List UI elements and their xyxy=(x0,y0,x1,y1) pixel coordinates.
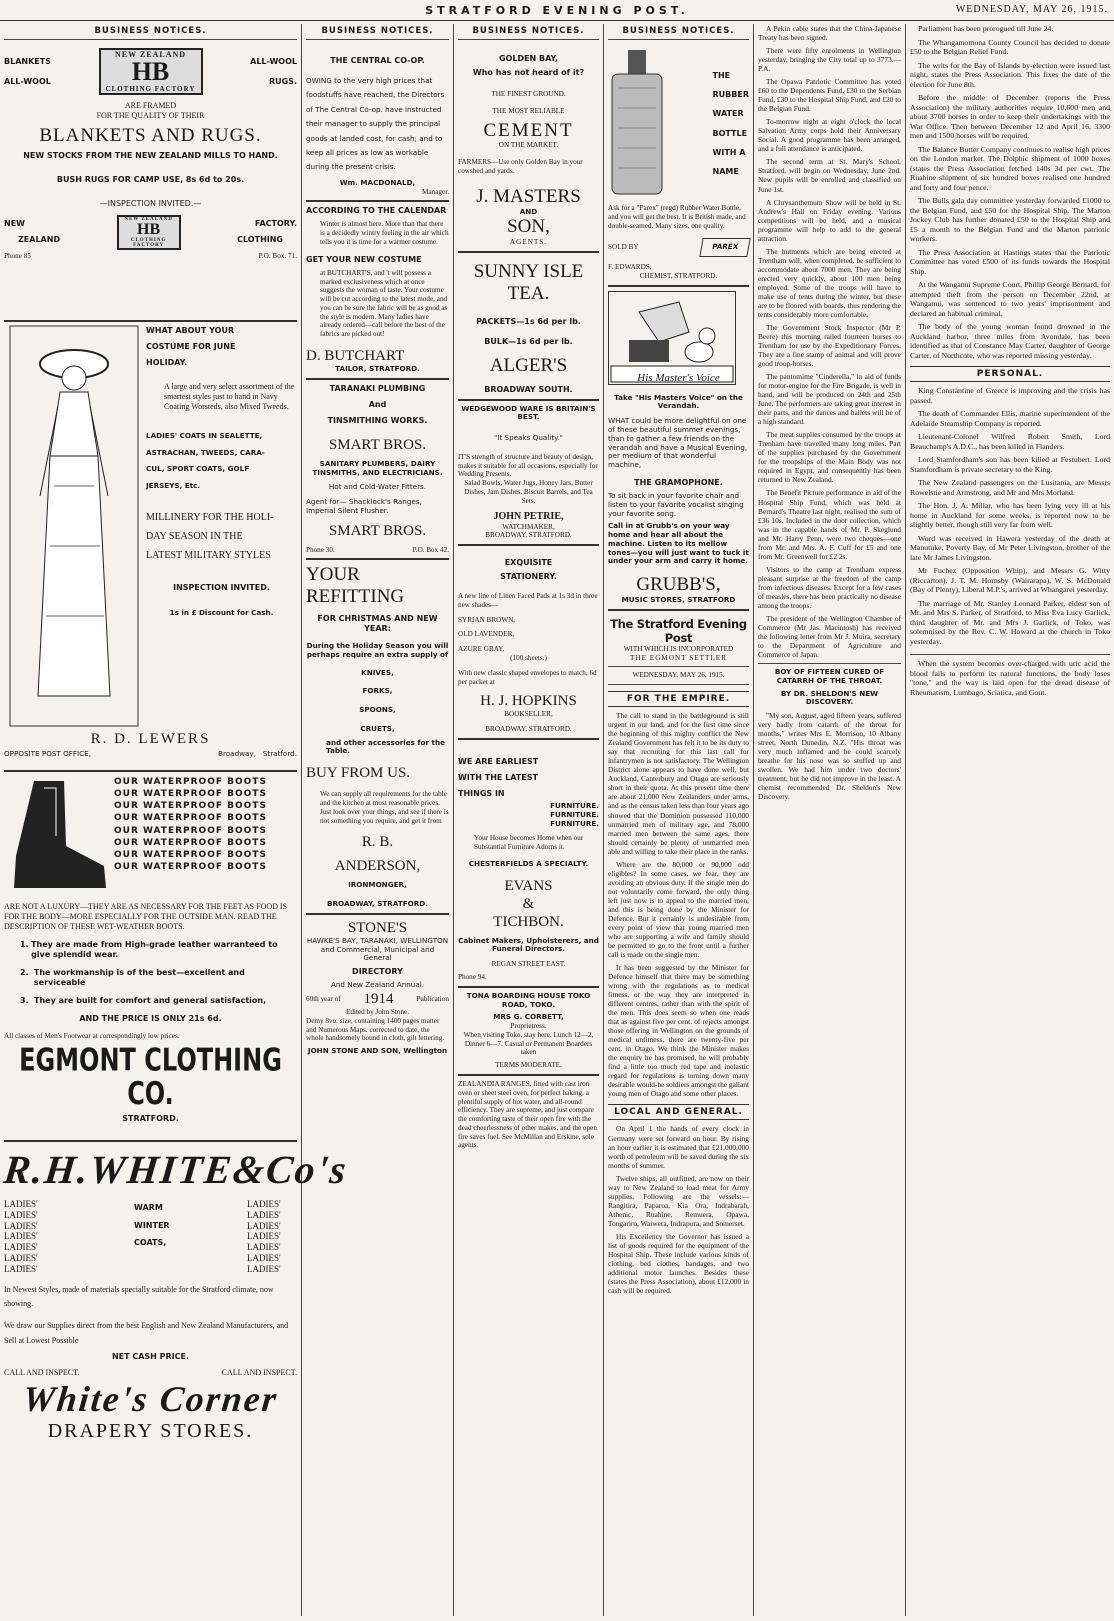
evans-advert xyxy=(458,740,599,988)
egmont-town: STRATFORD. xyxy=(122,1113,179,1123)
demy: Demy 8vo. size, containing 1400 pages matter and Numerous Maps. corrected to date, the whole handsomely bound in cloth, gilt lettering. xyxy=(306,1016,445,1043)
rb: R. B. xyxy=(361,834,394,851)
boot-icon xyxy=(4,776,114,896)
parex-water: WATER xyxy=(712,109,744,119)
knives: KNIVES, xyxy=(361,667,394,677)
hb-logo-small-top: NEW ZEALAND xyxy=(124,216,173,222)
boots-line-5: OUR WATERPROOF BOOTS xyxy=(114,825,267,836)
grubbs-music: MUSIC STORES, STRATFORD xyxy=(621,595,736,605)
hb-factory: FACTORY. xyxy=(254,219,297,229)
personal-p11: The death of Commander Ellis, marine superintendent of the Adelaide Steamship Company is reported. xyxy=(910,409,1110,428)
reliable: THE MOST RELIABLE xyxy=(492,106,565,115)
masters-advert xyxy=(458,44,599,253)
ladies-5: LADIES' xyxy=(4,1242,38,1253)
news5-p12: Visitors to the camp at Trentham express pleasant surprise at the freedom of the camp from infectious diseases. Except for a few cases of measles, there has been practically no disease among the troops. xyxy=(758,564,901,610)
news5-p13: The president of the Wellington Chamber of Commerce (Mr Jas. Macintosh) has received the following letter from Mr J. Muira, secretary to the Department of Agriculture and Commerce of Japan. xyxy=(758,613,901,659)
personal-p16: Word was received in Hawera yesterday of the death at Manutuke, Poverty Bay, of Mr Peter Livingston, brother of the late Mr James Livingston. xyxy=(910,533,1110,562)
hmv-take: Take "His Masters Voice" on the Verandah. xyxy=(614,392,743,411)
taranaki3: TINSMITHING WORKS. xyxy=(327,415,428,425)
empire-article xyxy=(608,711,749,1098)
boots-line-2: OUR WATERPROOF BOOTS xyxy=(114,789,267,800)
cruets: CRUETS, xyxy=(360,723,395,733)
speaks: "It Speaks Quality." xyxy=(494,433,563,443)
exquisite: EXQUISITE xyxy=(504,558,553,568)
cal-title: ACCORDING TO THE CALENDAR xyxy=(306,206,447,216)
terms: TERMS MODERATE. xyxy=(495,1061,562,1070)
parex-sold: SOLD BY xyxy=(608,243,639,252)
bookseller: BOOKSELLER, xyxy=(504,710,553,719)
nz-annual: And New Zealand Annual. xyxy=(330,980,425,990)
hb-quality: FOR THE QUALITY OF THEIR xyxy=(96,111,205,120)
issue-date: WEDNESDAY, MAY 26, 1915. xyxy=(955,4,1108,15)
visiting: When visiting Toko, stay here. Lunch 12—2, Dinner 6—7. Casual or Permanent Boarders taken xyxy=(463,1030,594,1057)
gram-call: Call in at Grubb's on your way home and hear all about the machine. Listen to its mellow tones—you will just want to tuck it under your arm and carry it home. xyxy=(608,521,749,566)
white-call-left: CALL AND INSPECT. xyxy=(4,1368,80,1378)
boy-head: BOY OF FIFTEEN CURED OF CATARRH OF THE THROAT. xyxy=(774,667,885,685)
business-notices-header-3: BUSINESS NOTICES. xyxy=(458,24,599,40)
hb-box: P.O. Box. 71. xyxy=(258,251,297,260)
lewers-q1: WHAT ABOUT YOUR xyxy=(146,326,235,335)
new-body: at BUTCHART'S, and 't will possess a marked exclusiveness which at once suggests the woman of taste. Your costume will be cut according to the latest mode, and you can be sure the fabric will be as good as the style is modern. Many ladies have already ordered—call before the best of the fabrics are picked out! xyxy=(320,268,448,339)
egmont-name: EGMONT CLOTHING CO. xyxy=(19,1041,282,1113)
lewers-coats3: CUL, SPORT COATS, GOLF xyxy=(146,464,250,474)
butchart-advert xyxy=(306,202,449,379)
ladies-r2: LADIES' xyxy=(247,1209,281,1220)
coop-sig: Wm. MACDONALD, xyxy=(339,177,416,187)
business-notices-header-2: BUSINESS NOTICES. xyxy=(306,24,449,40)
taranaki2: And xyxy=(368,399,387,409)
news5-p10: The meat supplies consumed by the troops at Trenham have travelled many long miles. Part of the supplies purchased by the Government for the troopships of the Main Body was not required in Egypt, and consequently has been returned to New Zealand. xyxy=(758,430,901,485)
lewers-advert xyxy=(4,322,297,772)
lewers-addr1: Broadway, xyxy=(218,749,256,758)
empire-p1: The call to stand in the battleground is still urgent in our land, and for the first time since the beginning of this mighty conflict the New Zealand Government has felt it to be its duty to say that recruiting for this last call for infantrymen is not satisfactory. The Wellington District alone appears to have done well, but Auckland, Canterbury and Otago are seriously short in their quota. At this present time there are about 21,000 New Zealanders under arms, and as the census taken less than four years ago showed that the Dominion possessed 110,000 unmarried men of military age, and 78,000 married men between the same ages, there should certainly be plenty of unmarried men able and willing to take their place in the ranks. xyxy=(608,711,749,856)
hb-logo-top: NEW ZEALAND xyxy=(114,50,187,59)
earliest2: WITH THE LATEST xyxy=(458,772,538,782)
paper-with: WITH WHICH IS INCORPORATED xyxy=(623,644,734,653)
masters-son: SON, xyxy=(507,216,550,238)
local-article xyxy=(608,1124,749,1295)
new-title: GET YOUR NEW COSTUME xyxy=(306,254,422,264)
parex-bottle: BOTTLE xyxy=(712,128,748,138)
wedge-body: IT'S strength of structure and beauty of design, makes it suitable for all occasions, especially for Wedding Presents. xyxy=(458,452,598,479)
empire-head: FOR THE EMPIRE. xyxy=(608,691,749,707)
butchart-name: D. BUTCHART xyxy=(306,348,405,364)
lewers-mill3: LATEST MILITARY STYLES xyxy=(146,550,271,562)
local-p2: Twelve ships, all outfitted, are now on their way to New Zealand to load meat for Army supplies. Following are the vessels:—Rangitira, Paparoa, Kia Ora, Indrabarah, Athenic, Ruahine, Remuera, Opawa, Tongariro, Waiwera, Indrapura, and Somerset. xyxy=(608,1173,749,1228)
hb-stocks: NEW STOCKS FROM THE NEW ZEALAND MILLS TO HAND. xyxy=(23,150,278,160)
boy-body: "My son, August, aged fifteen years, suffered very badly from catarrh of the throat for months," writes Mrs E. Morrison, 10 Albany street, North Dunedin, N.Z. "His throat was very much inflamed and he could scarcely breathe for his nose was so stuffed up and swollen. We had him under two doctors' treatment, but he did not improve in the least. A chemist recommended Dr. Sheldon's New Discovery. xyxy=(758,711,901,802)
parex-witha: WITH A xyxy=(712,147,746,157)
hb-invited: —INSPECTION INVITED.— xyxy=(99,198,202,208)
news5-p3: The Opawa Patriotic Committee has voted £60 to the Dependents Fund, £30 to the Serbian Fund, £30 to the Hospital Ship Fund, and £20 to the Belgian Fund. xyxy=(758,77,901,114)
ladies-r7: LADIES' xyxy=(247,1263,281,1274)
editorial xyxy=(608,611,749,1295)
egmont-intro: ARE NOT A LUXURY—THEY ARE AS NECESSARY FOR THE FEET AS FOOD IS FOR THE BODY—MORE ESPECIALLY FOR THE OUTSIDE MAN. READ THE DESCRIPTION OF THESE WET-WEATHER BOOTS. xyxy=(4,902,288,931)
butchart-sub: TAILOR, STRATFORD. xyxy=(335,364,420,373)
white-draw: We draw our Supplies direct from the best English and New Zealand Manufacturers, and Sell at Lowest Possible xyxy=(4,1321,289,1345)
parex-ask: Ask for a "Parex" (regd) Rubber Water Bottle, and you will get the best. It is British made, and double-seamed. Many sizes, one quality. xyxy=(608,204,746,230)
lewers-coats1: LADIES' COATS IN SEALETTE, xyxy=(146,431,263,440)
column-6 xyxy=(906,24,1114,1616)
ladies-1: LADIES' xyxy=(4,1199,38,1209)
news5-p5: The second term at St. Mary's School, Stratford, will begin on Wednesday, June 2nd. New pupils will be enrolled and classified on June 1st. xyxy=(758,157,901,194)
news6-p8: At the Wanganui Supreme Court, Phillip George Bernard, for attempted theft from the person on December 22nd, at Wanganui, was sentenced to two years' imprisonment and declared an habitual criminal. xyxy=(910,280,1110,318)
hb-zealand: ZEALAND xyxy=(18,235,61,245)
boots-line-6: OUR WATERPROOF BOOTS xyxy=(114,837,267,848)
tona: TONA BOARDING HOUSE TOKO ROAD, TOKO. xyxy=(466,990,591,1009)
farmers: FARMERS—Use only Golden Bay in your cowshed and yards. xyxy=(458,158,583,175)
chesterfields: CHESTERFIELDS A SPECIALTY. xyxy=(468,858,589,868)
anderson: ANDERSON, xyxy=(334,858,421,875)
hb-logo-mid: HB xyxy=(131,57,170,86)
market: ON THE MARKET. xyxy=(498,141,559,150)
earliest1: WE ARE EARLIEST xyxy=(458,756,539,766)
egmont-point1: They are made from High-grade leather warranteed to give splendid wear. xyxy=(31,940,278,959)
evans-amp: & xyxy=(522,895,535,912)
news5-p1: A Pekin cable states that the China-Japanese Treaty has been signed. xyxy=(758,24,901,43)
news5-p6: A Chrysanthemum Show will be held in St. Andrew's Hall on Friday evening. Various competitions will be held, and a musical programme will help to add to the general attraction. xyxy=(758,197,901,243)
forks: FORKS, xyxy=(362,686,393,696)
coop-mgr: Manager. xyxy=(422,187,449,196)
zealandia-advert xyxy=(458,1076,599,1154)
lewers-opp: OPPOSITE POST OFFICE, xyxy=(4,749,92,758)
ladies-7: LADIES' xyxy=(4,1263,38,1274)
your: YOUR xyxy=(306,564,360,586)
xmas: FOR CHRISTMAS AND NEW YEAR: xyxy=(317,614,438,634)
gram-sit: To sit back in your favorite chair and listen to your favorite vocalist singing your favorite song. xyxy=(608,490,744,518)
evans: EVANS xyxy=(504,877,553,894)
lady-illustration xyxy=(10,326,138,726)
smart-name: SMART BROS. xyxy=(328,436,427,453)
hb-advert xyxy=(4,44,297,322)
boots-line-7: OUR WATERPROOF BOOTS xyxy=(114,849,267,860)
business-notices-header: BUSINESS NOTICES. xyxy=(4,24,297,40)
other: and other accessories for the Table. xyxy=(326,737,445,756)
coop-title: THE CENTRAL CO-OP. xyxy=(330,56,425,65)
personal-article xyxy=(910,386,1110,646)
lewers-addr2: Stratford. xyxy=(262,749,297,758)
hopkins-addr: BROADWAY, STRATFORD. xyxy=(485,725,572,734)
tichbon: TICHBON. xyxy=(493,913,564,930)
grubbs: GRUBB'S, xyxy=(636,574,721,596)
petrie-addr: BROADWAY, STRATFORD. xyxy=(485,531,572,540)
egmont-all: All classes of Men's Footwear at correspondingly low prices. xyxy=(4,1032,180,1040)
news5-p9: The pantomime "Cinderella," in aid of funds for motor-engine for the Fire Brigade, is well in hand, and will be produced on 24th and 25th June. The performers are taking great interest in their parts, and the dances and ballets will be of a high standard. xyxy=(758,372,901,427)
watch: WATCHMAKER, xyxy=(502,522,555,531)
ladies-6: LADIES' xyxy=(4,1252,38,1263)
egmont-point2: The workmanship is of the best—excellent and serviceable xyxy=(33,968,245,987)
smart-name-2: SMART BROS. xyxy=(328,522,427,539)
boots-line-1: OUR WATERPROOF BOOTS xyxy=(114,777,267,787)
white-newest: In Newest Styles, made of materials specially suitable for the Stratford climate, now showing. xyxy=(4,1284,274,1308)
personal-p17: Mr Fuchez (Opposition Whip), and Messrs G. Witty (Riccarton), J. T. M. Hornsby (Wairarapa), W. S. McDonald (Bay of Plenty), Liberal M.P.'s, arrived at Whangarei yesterday. xyxy=(910,566,1110,594)
furniture-1: FURNITURE. xyxy=(550,800,599,810)
column-4 xyxy=(604,24,754,1616)
white-corner: White's Corner xyxy=(20,1379,281,1420)
azure: AZURE GRAY, xyxy=(458,645,505,654)
hb-new: NEW xyxy=(4,219,25,229)
column-5 xyxy=(754,24,906,1616)
empire-p3: It has been suggested by the Minister for Defence himself that there may be something wrong with the regulations as to medical fitness, or the way they are interpreted in different centres, rather than with the spirit of the men. This does seem so when one reads that as against five per cent. of rejects amongst those offering in Wellington on the grounds of medical unfitness, there are twenty-five per cent. in Otago. We think the Minister makes the enquiry he has promised, he will probably find a little too much red tape and inelastic regard for regulations is turning down many desirable would-be soldiers amongst the gallant young men of Otago and some other places. xyxy=(608,963,750,1099)
hb-right2: RUGS. xyxy=(268,76,297,86)
hmv-what: WHAT could be more delightful on one of these beautiful summer evenings, than to gather a few friends on the verandah and have a Musical Evening, per medium of that wonderful machine, xyxy=(608,416,748,470)
hb-right1: ALL-WOOL xyxy=(250,56,297,66)
spoons: SPOONS, xyxy=(359,705,396,715)
news-column-5 xyxy=(758,24,901,659)
smart-sub: SANITARY PLUMBERS, DAIRY TINSMITHS, AND ELECTRICIANS. xyxy=(312,458,443,477)
lewers-coats2: ASTRACHAN, TWEEDS, CARA- xyxy=(146,447,265,457)
buy-body: We can supply all requirements for the table and the kitchen at most reasonable prices. Just look over your things, and see if there is not something you require, and get it from xyxy=(320,790,449,825)
envelopes: With new classic shaped envelopes to match, 6d per packet at xyxy=(458,668,597,686)
news6-p3: The writs for the Bay of Islands by-election were issued last night, states the Press Association. This fixes the date of the election for June 8th. xyxy=(910,60,1110,89)
smart-box: P.O. Box 42. xyxy=(412,545,449,554)
directory: DIRECTORY xyxy=(352,967,403,977)
news-column-6 xyxy=(910,24,1110,360)
hb-logo-small xyxy=(117,215,181,250)
boy-sub: BY DR. SHELDON'S NEW DISCOVERY. xyxy=(780,688,879,707)
ladies-r1: LADIES' xyxy=(247,1199,281,1209)
prop: Proprietress. xyxy=(510,1022,547,1031)
local-p1: On April 1 the hands of every clock in Germany were set forward on hour. By rising an hour earlier it is estimated that £21,000,000 worth of petroleum will be saved during the six months of summer. xyxy=(608,1124,749,1170)
paper-settler: THE EGMONT SETTLER xyxy=(630,653,727,662)
smart-advert xyxy=(306,380,449,561)
sunny-isle: SUNNY ISLE TEA. xyxy=(473,261,584,304)
coop-body: OWING to the very high prices that foodstuffs have reached, the Directors of The Central Co-op. have instructed their manager to supply the principal goods at landed cost, for cash; and to keep all prices as low as workable during the present crisis. xyxy=(306,76,445,172)
parex-advert xyxy=(608,44,749,287)
personal-p18: The marriage of Mr. Stanley Leonard Parker, eldest son of Mr. and Mrs S. Parker, of Stratford, to Miss Eva Lucy Garlick, third daughter of Mr. and Mrs J. Garlick, of Toko, was solemnised by the Rev. C. W. Howard at the church in Toko yesterday. xyxy=(910,598,1110,646)
empire-p2: Where are the 80,000 or 90,000 odd eligibles? In some cases, we fear, they are avoiding an obvious duty. If the single men do not voluntarily come forward, the only thing left just now is to appeal to the married men, and this is being done by the Minister for Defence. But it certainly is undesirable from every point of view that young married men who are supporting a wife and family should be permitted to go to the front until a further call is made on the single men. xyxy=(608,859,749,959)
hb-clothing: CLOTHING xyxy=(237,235,283,245)
ladies-2: LADIES' xyxy=(4,1209,38,1220)
masters-agents: AGENTS. xyxy=(509,238,548,247)
petrie-advert xyxy=(458,401,599,547)
furniture-2: FURNITURE. xyxy=(550,809,599,819)
egmont-advert: OUR WATERPROOF BOOTS OUR WATERPROOF BOOTS OUR WATERPROOF BOOTS OUR WATERPROOF BOOTS OUR WATERPROOF BOOTS OUR WATERPROOF BOOTS OUR WATERPROOF BOOTS OUR WATERPROOF BOOTS ARE NOT A LUXURY—THEY ARE AS NECESSARY FOR THE FEET AS FOOD IS FOR THE BODY—MORE ESPECIALLY FOR THE OUTSIDE MAN. READ THE DESCRIPTION OF THESE WET-WEATHER BOOTS. 1. They are made from High-grade leather warranteed to give splendid wear. 2. The workmanship is of the best—excellent and serviceable 3. They are built for comfort and general satisfaction, AND THE PRICE IS ONLY 21s 6d. All classes of Men's Footwear at correspondingly low prices. EGMONT CLOTHING CO. STRATFORD. xyxy=(4,772,297,1142)
news6-p5: The Balance Butter Company continues to realise high prices on the London market. The Dolphic shipment of 1000 boxes (states the Press Association fetched 140s 3d per cwt. The Ruahine shipment of six hundred boxes realised one hundred and forty and four pence. xyxy=(910,144,1110,192)
lewers-discount: 1s in £ Discount for Cash. xyxy=(169,608,274,618)
white-drapery: DRAPERY STORES. xyxy=(47,1420,254,1443)
boots-line-8: OUR WATERPROOF BOOTS xyxy=(114,861,267,872)
grubbs-advert xyxy=(608,287,749,611)
parex-rubber: RUBBER xyxy=(712,90,749,100)
ladies-3: LADIES' xyxy=(4,1220,38,1231)
hb-phone: Phone 85 xyxy=(4,251,31,260)
anderson-broadway: BROADWAY, STRATFORD. xyxy=(327,899,428,909)
coop-advert xyxy=(306,44,449,202)
lewers-mill2: DAY SEASON IN THE xyxy=(146,531,243,543)
pub: Publication xyxy=(416,994,449,1003)
furniture-3: FURNITURE. xyxy=(550,818,599,828)
earliest3: THINGS IN xyxy=(458,788,505,798)
smart-agent: Agent for— Shacklock's Ranges, Imperial Silent Flusher. xyxy=(306,497,422,515)
smart-hot: Hot and Cold-Water Fitters. xyxy=(328,482,427,492)
year: 60th year of xyxy=(306,994,341,1003)
edited: Edited by John Stone. xyxy=(345,1007,410,1016)
white-winter: WINTER xyxy=(134,1220,170,1230)
personal-head: PERSONAL. xyxy=(910,366,1110,382)
home: Your House becomes Home when our Substantial Furniture Adorns it. xyxy=(474,834,584,852)
anderson-advert xyxy=(306,560,449,914)
parex-the: THE xyxy=(712,71,731,80)
bulk: BULK—1s 6d per lb. xyxy=(484,336,573,346)
wedge-items: Salad Bowls, Water Jugs, Honey Jars, Butter Dishes, Jam Dishes, Biscuit Barrels, and Tea Sets, xyxy=(464,479,593,505)
lewers-q3: HOLIDAY. xyxy=(146,358,188,367)
egmont-price: AND THE PRICE IS ONLY 21s 6d. xyxy=(79,1014,222,1023)
chemist: CHEMIST, STRATFORD. xyxy=(639,271,718,280)
personal-p13: Lord Stamfordham's son has been killed at Festubert. Lord Stamfordham is private secretary to the King. xyxy=(910,455,1110,474)
masters-and: AND xyxy=(519,206,538,216)
cement: CEMENT xyxy=(483,119,574,141)
masters: J. MASTERS xyxy=(476,185,581,207)
lewers-invited: INSPECTION INVITED. xyxy=(173,583,270,593)
boots-line-4: OUR WATERPROOF BOOTS xyxy=(114,813,267,824)
lewers-body: A large and very select assortment of the smartest styles just to hand in Navy Coating Worsteds, also Mixed Tweeds. xyxy=(164,382,295,411)
lewers-name: R. D. LEWERS xyxy=(90,731,211,747)
parex-logo: PAREX xyxy=(699,238,750,257)
white-warm: WARM xyxy=(134,1203,163,1212)
news6-p9: The body of the young woman found drowned in the Auckland harbor, three miles from Avondale, has been identified as that of Constance May Carter, daughter of George Carter, of Northcote, who was reported missing yesterday. xyxy=(910,322,1110,360)
hb-framed: ARE FRAMED xyxy=(124,101,177,110)
stones: STONE'S xyxy=(347,919,408,936)
buy: BUY FROM US. xyxy=(306,765,411,782)
lewers-mill1: MILLINERY FOR THE HOLI- xyxy=(146,512,274,524)
evans-phone: Phone 94. xyxy=(458,972,487,981)
refitting: REFITTING xyxy=(306,586,405,608)
edwards: F. EDWARDS, xyxy=(608,263,652,272)
business-notices-header-4: BUSINESS NOTICES. xyxy=(608,24,749,40)
personal-p12: Lieutenant-Colonel Wilfred Robert Smith, Lord Beauchamp's A.D.C., has been killed in Flanders. xyxy=(910,432,1110,451)
parex-name: NAME xyxy=(712,166,739,176)
news6-p2: The Whangamomona County Council has decided to donate £50 to the Belgian Relief Fund. xyxy=(910,37,1110,56)
column-2 xyxy=(302,24,454,1616)
lewers-q2: COSTUME FOR JUNE xyxy=(146,342,236,351)
news5-p4: To-morrow night at eight o'clock the local Salvation Army corps hold their Anniversary Social. A good programme has been arranged, and a full attendance is anticipated. xyxy=(758,117,901,154)
hb-left2: ALL-WOOL xyxy=(4,76,51,86)
stationery: STATIONERY. xyxy=(500,572,557,582)
regan: REGAN STREET EAST. xyxy=(491,960,566,969)
white-logo: R.H.WHITE&Co's xyxy=(1,1147,350,1192)
news5-p2: There were fifty enrolments in Wellington yesterday, bringing the City total up to 3773.—P.A. xyxy=(758,46,901,74)
white-advert xyxy=(1,1142,350,1447)
ladies-r3: LADIES' xyxy=(247,1220,281,1231)
personal-p14: The New Zealand passengers on the Lusitania, are Messrs Rowelstie and Armstrong, and Mr and Mrs Morland. xyxy=(910,478,1110,497)
holiday: During the Holiday Season you will perhaps require an extra supply of xyxy=(306,641,449,659)
local-head: LOCAL AND GENERAL. xyxy=(608,1104,749,1120)
packets: PACKETS—1s 6d per lb. xyxy=(476,316,581,326)
alger-advert xyxy=(458,253,599,401)
egmont-point3: They are built for comfort and general satisfaction, xyxy=(34,996,267,1005)
stone-advert xyxy=(306,915,449,1060)
paper-title: The Stratford Evening Post xyxy=(610,616,747,645)
cabinet: Cabinet Makers, Upholsterers, and Funeral Directors. xyxy=(458,935,599,954)
zealandia: ZEALANDIA RANGES, fitted with cast iron oven or sheet steel oven, for perfect baking, a plentiful supply of hot water, and all-round efficiency. They are supreme, and just compare the comforting taste of their open fire with the dead cheerlessness of other makes, and the open fire saves fuel. See McMillan and Erskine, sole agents. xyxy=(458,1080,597,1150)
lavender: OLD LAVENDER, xyxy=(458,630,515,639)
news5-p11: The Benefit Picture performance in aid of the Hospital Ship Fund, which was held at Bernard's Theatre last night, realised the sum of £36 10s. Included in the door collection, which was in the capable hands of Mr. P. Skeglund and Mr. Harry Penn, were two cheques—one from Mr. and Mrs. A. F. Cuff for £5 and one from Mr. Greenwell for £2 2s. xyxy=(758,488,901,561)
hb-logo-bot: CLOTHING FACTORY xyxy=(105,85,196,93)
gramophone-dog-illustration xyxy=(608,291,736,385)
wedgewood: WEDGEWOOD WARE IS BRITAIN'S BEST. xyxy=(461,403,596,422)
newspaper-title: STRATFORD EVENING POST. xyxy=(425,4,689,17)
boots-line-3: OUR WATERPROOF BOOTS xyxy=(114,801,267,812)
local-p3: His Excellency the Governor has issued a list of goods required for the equipment of the Hospital Ship. These include various kinds of clothing, bed clothes, bandages, and two additional motor launches. Besides these (states the Press Association), about £12,000 in cash will be required. xyxy=(608,1231,749,1295)
personal-p15: The Hon. J. A. Millar, who has been lying very ill at his home in Auckland for some weeks, is reported now to be slightly better, though still very far from well. xyxy=(910,501,1110,529)
hb-logo-small-mid: HB xyxy=(137,220,161,238)
linen: A new line of Linen Faced Pads at 1s 3d in three new shades— xyxy=(458,592,598,609)
iron: IRONMONGER, xyxy=(348,880,407,890)
gramophone: THE GRAMOPHONE. xyxy=(634,477,723,487)
hopkins-advert xyxy=(458,546,599,740)
sheets: (100 sheets.) xyxy=(510,654,547,663)
ladies-r4: LADIES' xyxy=(247,1231,281,1242)
rheumatism-p19: When the system becomes over-charged with uric acid the blood fails to perform its natural functions, the body loses "tone," and the way is laid open for the dread disease of Rheumatism, Lumbago, Sciatica, and Gout. xyxy=(910,659,1110,697)
hawkes: HAWKE'S BAY, TARANAKI, WELLINGTON and Commercial, Municipal and General xyxy=(306,935,449,963)
news6-p6: The Bulls gala day committee yesterday forwarded £1000 to the Belgian Fund, and £50 for the Hospital Ship. The Marton Jockey Club has further donated £50 to the Hospital Ship and £5 a month to the Belgian Fund and the Marton patriotic workers. xyxy=(910,196,1110,243)
hb-headline: BLANKETS AND RUGS. xyxy=(39,125,262,146)
tona-advert xyxy=(458,988,599,1076)
rheumatism-article xyxy=(910,659,1110,697)
smart-phone: Phone 30. xyxy=(306,545,335,554)
hb-bush: BUSH RUGS FOR CAMP USE, 8s 6d to 20s. xyxy=(56,174,245,184)
cal-body: Winter is almost here. More than that there is a decidedly wintry feeling in the air which tells you it is time for a warmer costume. xyxy=(320,220,449,246)
news6-p1: Parliament has been prorogued till June 24. xyxy=(918,24,1054,33)
finest: THE FINEST GROUND. xyxy=(491,90,566,98)
syrian: SYRIAN BROWN, xyxy=(458,615,516,624)
hb-logo-small-bot: CLOTHING FACTORY xyxy=(130,237,167,248)
alger: ALGER'S xyxy=(489,354,568,376)
ladies-4: LADIES' xyxy=(4,1231,38,1242)
water-bottle-icon xyxy=(608,48,666,198)
news5-p7: The hutments which are being erected at Trentham will, when completed, be sufficient to accommodate about 7000 men. They are being erected very quickly, about 100 men being employed. Some of the troops will have to make use of tents during the winter, but these are to be floored with boards, thus rendering the tents considerably more comfortable. xyxy=(758,246,901,319)
news5-p8: The Government Stock Inspector (Mr P. Beere) this morning railed fourteen horses to Trentham for use by the Expeditionary Forces. They are a fine stamp of animal and will prove good troop-horses. xyxy=(758,322,901,369)
yearnum: 1914 xyxy=(363,990,394,1007)
masthead xyxy=(0,0,1114,21)
column-3 xyxy=(454,24,604,1616)
corbett: MRS G. CORBETT, xyxy=(493,1012,564,1022)
white-net: NET CASH PRICE. xyxy=(111,1352,190,1362)
golden1: GOLDEN BAY, xyxy=(498,54,559,63)
personal-p10: King Constantine of Greece is improving and the crisis has passed. xyxy=(910,386,1110,405)
paper-date: WEDNESDAY, MAY 26, 1915. xyxy=(632,671,725,680)
news6-p7: The Press Association at Hastings states that the Patriotic Committee has voted £500 of its funds towards the Hospital Ship. xyxy=(910,247,1110,276)
ladies-r6: LADIES' xyxy=(247,1252,281,1263)
taranaki1: TARANAKI PLUMBING xyxy=(329,383,426,393)
white-call-right: CALL AND INSPECT. xyxy=(221,1368,297,1378)
hb-logo xyxy=(99,48,203,95)
petrie: JOHN PETRIE, xyxy=(493,510,564,522)
stone-footer: JOHN STONE AND SON, Wellington xyxy=(307,1046,448,1056)
alger-sub: BROADWAY SOUTH. xyxy=(484,384,573,394)
hb-left1: BLANKETS xyxy=(4,56,51,66)
boy-article xyxy=(758,711,901,801)
white-coats: COATS, xyxy=(134,1238,167,1248)
golden2: Who has not heard of it? xyxy=(472,68,585,77)
lewers-coats4: JERSEYS, Etc. xyxy=(146,480,201,490)
news6-p4: Before the middle of December (reports the Press Association) the military authorities require 10,600 men and about 3700 horses in order to keep their undertakings with the War Office. Then between December 12 and April 16, 3300 men and 1500 horses will be required. xyxy=(910,93,1110,140)
hopkins: H. J. HOPKINS xyxy=(480,693,577,710)
ladies-r5: LADIES' xyxy=(247,1242,281,1253)
hmv-caption: His Master's Voice xyxy=(637,371,720,384)
